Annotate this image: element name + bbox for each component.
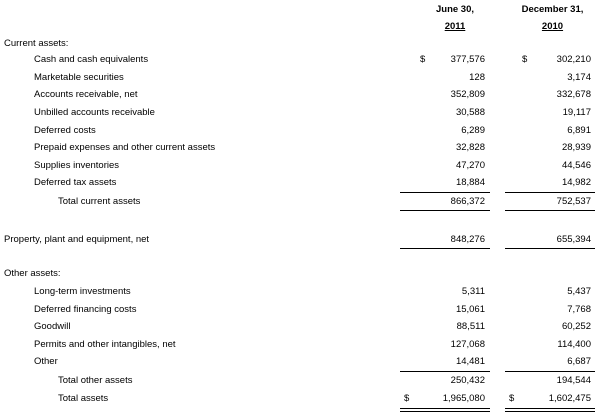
value-2011: 88,511: [456, 321, 485, 332]
row-permits-intangibles: [0, 339, 600, 353]
row-other-assets-heading: [0, 268, 600, 282]
double-rule-bottom-2011: [400, 411, 490, 412]
row-cash: [0, 54, 600, 68]
row-label: Goodwill: [34, 321, 71, 332]
dollar-sign-2011: $: [404, 393, 410, 404]
dollar-sign-2010: $: [509, 393, 515, 404]
dollar-sign-2011: $: [420, 54, 426, 65]
value-2011: 47,270: [455, 160, 485, 171]
other-subtotal-rule-2011: [400, 371, 490, 372]
row-label: Permits and other intangibles, net: [34, 339, 176, 350]
value-2011: 6,289: [461, 125, 485, 136]
header-col1-line1: June 30,: [435, 4, 475, 15]
row-unbilled-receivable: [0, 107, 600, 121]
row-marketable-securities: [0, 72, 600, 86]
value-2011: 128: [469, 72, 485, 83]
subtotal-rule-2010: [505, 192, 595, 193]
row-label: Cash and cash equivalents: [34, 54, 149, 65]
row-label: Long-term investments: [34, 286, 131, 297]
value-2010: 5,437: [567, 286, 591, 297]
header-col2-line1: December 31,: [521, 4, 584, 15]
row-current-assets-heading: [0, 38, 600, 52]
row-label: Deferred tax assets: [34, 177, 117, 188]
value-2011: 127,068: [450, 339, 485, 350]
row-label: Total current assets: [58, 196, 141, 207]
row-total-assets: [0, 393, 600, 407]
row-label: Other assets:: [4, 268, 61, 279]
value-2011: 30,588: [455, 107, 485, 118]
row-long-term-investments: [0, 286, 600, 300]
value-2011: 848,276: [450, 234, 485, 245]
row-label: Deferred costs: [34, 125, 96, 136]
value-2010: 302,210: [556, 54, 591, 65]
value-2011: 14,481: [455, 356, 485, 367]
header-col1-line2: 2011: [444, 21, 466, 32]
row-total-current-assets: [0, 196, 600, 210]
row-label: Accounts receivable, net: [34, 89, 138, 100]
row-label: Marketable securities: [34, 72, 124, 83]
value-2011: 18,884: [455, 177, 485, 188]
value-2011: 1,965,080: [442, 393, 485, 404]
value-2010: 194,544: [556, 375, 591, 386]
value-2010: 6,687: [567, 356, 591, 367]
total-rule-2010: [505, 210, 595, 211]
value-2011: 15,061: [455, 304, 485, 315]
double-rule-top-2011: [400, 408, 490, 409]
double-rule-bottom-2010: [505, 411, 595, 412]
row-supplies-inventories: [0, 160, 600, 174]
value-2011: 866,372: [450, 196, 485, 207]
row-goodwill: [0, 321, 600, 335]
ppe-rule-2010: [505, 248, 595, 249]
value-2011: 32,828: [455, 142, 485, 153]
double-rule-top-2010: [505, 408, 595, 409]
row-label: Supplies inventories: [34, 160, 120, 171]
row-deferred-financing-costs: [0, 304, 600, 318]
row-label: Deferred financing costs: [34, 304, 137, 315]
row-label: Total assets: [58, 393, 109, 404]
value-2011: 377,576: [450, 54, 485, 65]
value-2010: 655,394: [556, 234, 591, 245]
row-label: Current assets:: [4, 38, 69, 49]
value-2010: 60,252: [561, 321, 591, 332]
value-2010: 28,939: [561, 142, 591, 153]
value-2010: 14,982: [561, 177, 591, 188]
value-2010: 332,678: [556, 89, 591, 100]
row-deferred-costs: [0, 125, 600, 139]
row-ppe-net: [0, 234, 600, 248]
row-other: [0, 356, 600, 370]
row-accounts-receivable: [0, 89, 600, 103]
value-2011: 352,809: [450, 89, 485, 100]
value-2010: 44,546: [561, 160, 591, 171]
value-2010: 6,891: [567, 125, 591, 136]
row-prepaid-expenses: [0, 142, 600, 156]
value-2010: 1,602,475: [548, 393, 591, 404]
row-total-other-assets: [0, 375, 600, 389]
row-label: Prepaid expenses and other current assets: [34, 142, 216, 153]
row-deferred-tax-assets: [0, 177, 600, 191]
header-col2-line2: 2010: [541, 21, 564, 32]
value-2011: 5,311: [461, 286, 485, 297]
total-rule-2011: [400, 210, 490, 211]
other-subtotal-rule-2010: [505, 371, 595, 372]
row-label: Total other assets: [58, 375, 133, 386]
subtotal-rule-2011: [400, 192, 490, 193]
row-label: Other: [34, 356, 58, 367]
ppe-rule-2011: [400, 248, 490, 249]
value-2010: 7,768: [567, 304, 591, 315]
value-2010: 3,174: [567, 72, 591, 83]
value-2011: 250,432: [450, 375, 485, 386]
row-label: Unbilled accounts receivable: [34, 107, 155, 118]
value-2010: 114,400: [557, 339, 591, 350]
value-2010: 752,537: [556, 196, 591, 207]
value-2010: 19,117: [562, 107, 591, 118]
dollar-sign-2010: $: [522, 54, 528, 65]
row-label: Property, plant and equipment, net: [4, 234, 150, 245]
